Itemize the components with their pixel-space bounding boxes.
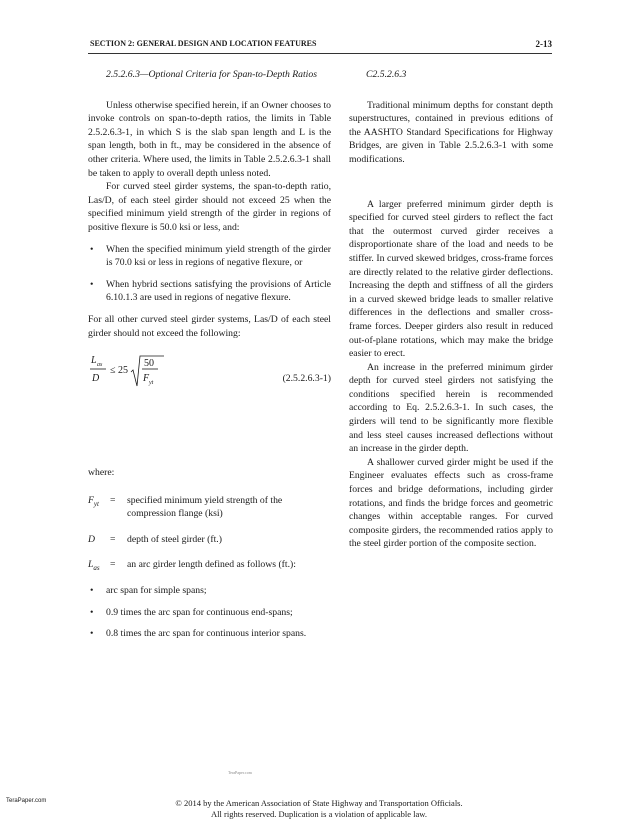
definition: $L_{as}$ = an arc girder length defined as follows (ft.): — [88, 558, 331, 572]
svg-text:L: L — [91, 355, 97, 367]
header-rule — [88, 53, 552, 54]
symbol: $F_{yt}$ — [88, 494, 99, 508]
list-item: • arc span for simple spans; — [90, 585, 207, 597]
symbol: $L_{as}$ — [88, 559, 100, 573]
svg-text:as: as — [97, 362, 103, 369]
paragraph: For curved steel girder systems, the span-to-depth ratio, Las/D, of each steel girder should not exceed 25 when the specified minimum yield strength of the girder in regions of positive flexure is 50.0 ksi or less, and: — [88, 181, 331, 233]
definition-text: an arc girder length defined as follows (ft.): — [127, 559, 296, 571]
specification-column — [88, 68, 331, 649]
arc-length-list — [88, 584, 331, 641]
commentary-heading: C2.5.2.6.3 — [366, 69, 407, 80]
tiny-watermark: TeraPaper.com — [228, 770, 252, 775]
bullet-icon: • — [90, 628, 94, 640]
paragraph: A shallower curved girder might be used if the Engineer evaluates effects such as cross-frame forces and bridge deformations, including girder rotations, and finds the bridge forces and geometric changes within acceptable ranges. For curved composite girders, the recommended ratios apply to the steel girder portion of the composite section. — [349, 456, 553, 550]
bullet-icon: • — [90, 278, 94, 290]
rights-line: All rights reserved. Duplication is a violation of applicable law. — [211, 809, 427, 819]
bullet-icon: • — [90, 585, 94, 597]
definition-text: depth of steel girder (ft.) — [127, 533, 222, 545]
definition: $F_{yt}$ = specified minimum yield strength of the compression flange (ksi) — [88, 494, 283, 520]
where-label: where: — [88, 467, 115, 479]
svg-text:F: F — [143, 373, 150, 385]
equation — [88, 350, 331, 408]
equation-number: (2.5.2.6.3-1) — [282, 373, 331, 385]
svg-text:≤ 25: ≤ 25 — [110, 365, 128, 377]
paragraph: An increase in the preferred minimum girder depth for curved steel girders not satisfying the conditions specified herein is recommended according to Eq. 2.5.2.6.3-1. In such cases, the girders will tend to be significantly more flexible and less steel causes increased deflections without an increase in the girder depth. — [349, 361, 553, 455]
paragraph: Traditional minimum depths for constant depth superstructures, contained in previous editions of the AASHTO Standard Specifications for Highway Bridges, are given in Table 2.5.2.6.3-1 with some modifications. — [349, 99, 553, 165]
section-title: SECTION 2: GENERAL DESIGN AND LOCATION FEATURES — [90, 39, 317, 48]
list-item: • When hybrid sections satisfying the provisions of Article 6.10.1.3 are used in regions of negative flexure. — [90, 278, 331, 304]
svg-text:D: D — [92, 373, 100, 385]
condition-list — [88, 243, 331, 305]
svg-text:yt: yt — [149, 380, 154, 387]
copyright-line: © 2014 by the American Association of State Highway and Transportation Officials. — [175, 798, 463, 808]
commentary-column — [349, 68, 553, 551]
paragraph: For all other curved steel girder systems, Las/D of each steel girder should not exceed the following: — [88, 313, 331, 339]
site-watermark: TeraPaper.com — [6, 798, 47, 804]
page-number: 2-13 — [535, 39, 552, 49]
article-heading: 2.5.2.6.3—Optional Criteria for Span-to-Depth Ratios — [106, 69, 317, 80]
paragraph: Unless otherwise specified herein, if an Owner chooses to invoke controls on span-to-depth ratios, the limits in Table 2.5.2.6.3-1, in which S is the slab span length and L is the span length, both in ft., may be considered in the absence of other criteria. Where used, the limits in Table 2.5.2.6.3-1 shall be taken to apply to overall depth unless noted. — [88, 99, 331, 179]
symbol: D — [88, 533, 95, 545]
bullet-icon: • — [90, 243, 94, 255]
definition-text: specified minimum yield strength of the compression flange (ksi) — [127, 494, 283, 520]
list-item: • 0.8 times the arc span for continuous interior spans. — [90, 628, 307, 640]
equation-formula — [88, 350, 178, 406]
definition: D = depth of steel girder (ft.) — [88, 533, 222, 545]
svg-text:50: 50 — [144, 358, 154, 370]
running-header — [88, 39, 552, 53]
list-item: • When the specified minimum yield strength of the girder is 70.0 ksi or less in regions of negative flexure, or — [90, 243, 331, 269]
bullet-icon: • — [90, 606, 94, 618]
paragraph: A larger preferred minimum girder depth is specified for curved steel girders to reflect the fact that the outermost curved girder receives a disproportionate share of the load and needs to be stiffer. In curved skewed bridges, cross-frame forces are directly related to the relative girder deflections. Increasing the depth and stiffness of all the girders in a curved skewed bridge leads to smaller relative differences in the deflections and smaller cross-frame forces. Deeper girders also result in reduced out-of-plane rotations, which may make the bridge easier to erect. — [349, 198, 553, 360]
list-item: • 0.9 times the arc span for continuous end-spans; — [90, 606, 293, 618]
